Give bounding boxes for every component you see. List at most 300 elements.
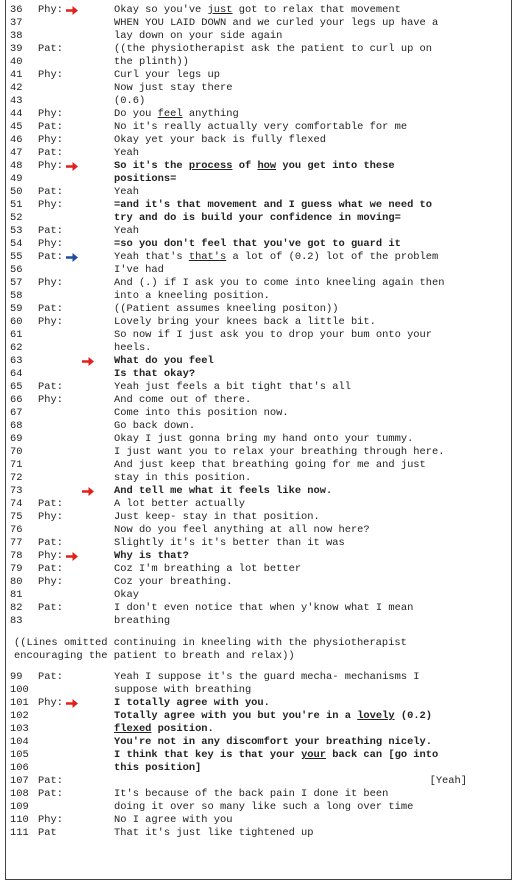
utterance-text	[114, 173, 176, 186]
transcript-line	[6, 801, 511, 814]
utterance-text	[114, 4, 401, 17]
text-segment: Do you	[114, 108, 158, 120]
utterance-text	[114, 342, 151, 355]
transcript-line	[6, 251, 511, 264]
line-number: 42	[10, 82, 23, 94]
speaker-label: Phy:	[38, 277, 63, 289]
speaker-label: Pat:	[38, 775, 63, 787]
utterance-text	[114, 788, 388, 801]
utterance-text	[114, 472, 251, 485]
transcript-line	[6, 95, 511, 108]
utterance-text	[114, 316, 376, 329]
utterance-text	[114, 407, 289, 420]
speaker-label: Pat:	[38, 147, 63, 159]
utterance-text	[114, 498, 245, 511]
line-number: 103	[10, 723, 29, 735]
transcript-line	[6, 43, 511, 56]
speaker-label: Phy:	[38, 576, 63, 588]
omitted-note-line-2: encouraging the patient to breath and relax))	[14, 650, 295, 662]
utterance-text	[114, 30, 282, 43]
text-segment: Curl your legs up	[114, 69, 221, 81]
speaker-label: Pat:	[38, 381, 63, 393]
line-number: 111	[10, 827, 29, 839]
transcript-line	[6, 762, 511, 775]
utterance-text	[114, 576, 232, 589]
transcript-line	[6, 576, 511, 589]
speaker-label: Pat:	[38, 225, 63, 237]
line-number: 52	[10, 212, 23, 224]
line-number: 105	[10, 749, 29, 761]
text-segment: a lot of (0.2) lot of the problem	[226, 251, 439, 263]
utterance-text	[114, 199, 432, 212]
transcript-line	[6, 329, 511, 342]
text-segment: into a kneeling position.	[114, 290, 270, 302]
transcript-line	[6, 671, 511, 684]
transcript-line	[6, 684, 511, 697]
transcript-line	[6, 446, 511, 459]
line-number: 39	[10, 43, 23, 55]
text-segment: And come out of there.	[114, 394, 252, 406]
line-number: 68	[10, 420, 23, 432]
text-segment: What do you feel	[114, 355, 214, 367]
utterance-text	[114, 736, 432, 749]
text-segment: I just want you to relax your breathing through here.	[114, 446, 445, 458]
text-segment: Yeah that's	[114, 251, 189, 263]
speaker-label: Phy:	[38, 134, 63, 146]
utterance-text	[114, 147, 139, 160]
transcript-line	[6, 69, 511, 82]
text-segment: Lovely bring your knees back a little bit.	[114, 316, 376, 328]
transcript-line	[6, 277, 511, 290]
line-number: 37	[10, 17, 23, 29]
transcript-line	[6, 433, 511, 446]
line-number: 62	[10, 342, 23, 354]
utterance-text	[114, 264, 164, 277]
transcript-line	[6, 723, 511, 736]
speaker-label: Pat:	[38, 602, 63, 614]
speaker-label: Pat:	[38, 186, 63, 198]
line-number: 58	[10, 290, 23, 302]
text-segment: ((the physiotherapist ask the patient to curl up on	[114, 43, 433, 55]
text-segment: lovely	[357, 710, 395, 722]
text-segment: =and it's that movement and I guess what we need to	[114, 199, 433, 211]
utterance-text	[114, 615, 170, 628]
speaker-label: Pat:	[38, 671, 63, 683]
text-segment: stay in this position.	[114, 472, 252, 484]
speaker-label: Phy:	[38, 316, 63, 328]
text-segment: how	[257, 160, 277, 172]
utterance-text	[114, 238, 401, 251]
line-number: 66	[10, 394, 23, 406]
line-number: 51	[10, 199, 23, 211]
text-segment: ((Patient assumes kneeling positon))	[114, 303, 339, 315]
utterance-text	[114, 303, 338, 316]
text-segment: Go back down.	[114, 420, 196, 432]
transcript-line	[6, 459, 511, 472]
line-number: 73	[10, 485, 23, 497]
transcript-line	[6, 775, 511, 788]
line-number: 60	[10, 316, 23, 328]
utterance-text	[114, 394, 251, 407]
transcript-line	[6, 381, 511, 394]
text-segment: your	[301, 749, 327, 761]
text-segment: Yeah	[114, 186, 139, 198]
text-segment: And (.) if I ask you to come into kneeling again then	[114, 277, 445, 289]
speaker-label: Pat:	[38, 43, 63, 55]
speaker-label: Phy:	[38, 814, 63, 826]
text-segment: No it's really actually very comfortable for me	[114, 121, 408, 133]
transcript-line	[6, 225, 511, 238]
line-number: 64	[10, 368, 23, 380]
text-segment: Okay so you've	[114, 4, 208, 16]
utterance-text	[114, 550, 189, 563]
arrow-right-icon	[65, 251, 79, 264]
transcript-line	[6, 17, 511, 30]
line-number: 71	[10, 459, 23, 471]
line-number: 40	[10, 56, 23, 68]
line-number: 77	[10, 537, 23, 549]
line-number: 100	[10, 684, 29, 696]
line-number: 107	[10, 775, 29, 787]
line-number: 54	[10, 238, 23, 250]
transcript-line	[6, 108, 511, 121]
line-number: 104	[10, 736, 29, 748]
line-number: 76	[10, 524, 23, 536]
line-number: 101	[10, 697, 29, 709]
line-number: 79	[10, 563, 23, 575]
omitted-lines-note	[14, 637, 503, 663]
utterance-text	[114, 108, 239, 121]
utterance-text	[114, 95, 145, 108]
text-segment: WHEN YOU LAID DOWN and we curled your legs up have a	[114, 17, 439, 29]
transcript-line	[6, 537, 511, 550]
text-segment: Why is that?	[114, 550, 189, 562]
text-segment: feel	[157, 108, 183, 120]
line-number: 50	[10, 186, 23, 198]
text-segment: I've had	[114, 264, 164, 276]
transcript-line	[6, 550, 511, 563]
line-number: 72	[10, 472, 23, 484]
line-number: 81	[10, 589, 23, 601]
text-segment: No I agree with you	[114, 814, 233, 826]
line-number: 48	[10, 160, 23, 172]
speaker-label: Pat:	[38, 251, 63, 263]
text-segment: Is that okay?	[114, 368, 196, 380]
utterance-text	[114, 749, 438, 762]
transcript-line	[6, 749, 511, 762]
transcript-line	[6, 121, 511, 134]
utterance-text	[114, 43, 432, 56]
line-number: 65	[10, 381, 23, 393]
overlap-marker: [Yeah]	[429, 775, 467, 787]
transcript-document	[5, 0, 512, 880]
line-number: 63	[10, 355, 23, 367]
text-segment: You're not in any discomfort your breathing nicely.	[114, 736, 433, 748]
text-segment: Yeah I suppose it's the guard mecha- mechanisms I	[114, 671, 420, 683]
line-number: 44	[10, 108, 23, 120]
utterance-text	[114, 697, 270, 710]
transcript-line	[6, 303, 511, 316]
transcript-block-lines-36-83	[6, 4, 511, 628]
text-segment: just	[207, 4, 233, 16]
transcript-line	[6, 160, 511, 173]
utterance-text	[114, 563, 301, 576]
line-number: 82	[10, 602, 23, 614]
line-number: 74	[10, 498, 23, 510]
text-segment: Okay yet your back is fully flexed	[114, 134, 327, 146]
text-segment: back can [go into	[326, 749, 439, 761]
speaker-label: Pat	[38, 827, 57, 839]
text-segment: breathing	[114, 615, 171, 627]
text-segment: Slightly it's it's better than it was	[114, 537, 345, 549]
text-segment: try and do is build your confidence in moving=	[114, 212, 401, 224]
transcript-line	[6, 602, 511, 615]
utterance-text	[114, 762, 201, 775]
speaker-label: Pat:	[38, 788, 63, 800]
speaker-label: Phy:	[38, 511, 63, 523]
utterance-text	[114, 446, 444, 459]
text-segment: (0.6)	[114, 95, 146, 107]
line-number: 61	[10, 329, 23, 341]
line-number: 83	[10, 615, 23, 627]
utterance-text	[114, 524, 370, 537]
transcript-line	[6, 134, 511, 147]
transcript-line	[6, 615, 511, 628]
line-number: 55	[10, 251, 23, 263]
transcript-line	[6, 420, 511, 433]
line-number: 46	[10, 134, 23, 146]
utterance-text	[114, 329, 432, 342]
text-segment: you get into these	[276, 160, 395, 172]
line-number: 110	[10, 814, 29, 826]
transcript-line	[6, 563, 511, 576]
utterance-text	[114, 160, 395, 173]
transcript-line	[6, 4, 511, 17]
transcript-line	[6, 524, 511, 537]
text-segment: It's because of the back pain I done it been	[114, 788, 389, 800]
text-segment: Just keep- stay in that position.	[114, 511, 320, 523]
utterance-text	[114, 134, 326, 147]
transcript-line	[6, 82, 511, 95]
utterance-text	[114, 368, 195, 381]
line-number: 53	[10, 225, 23, 237]
utterance-text	[114, 485, 332, 498]
line-number: 38	[10, 30, 23, 42]
line-number: 70	[10, 446, 23, 458]
utterance-text	[114, 355, 214, 368]
text-segment: position.	[151, 723, 214, 735]
text-segment: got to relax that movement	[232, 4, 401, 16]
utterance-text	[114, 684, 251, 697]
text-segment: Okay	[114, 589, 139, 601]
speaker-label: Phy:	[38, 697, 63, 709]
transcript-line	[6, 316, 511, 329]
transcript-line	[6, 511, 511, 524]
line-number: 69	[10, 433, 23, 445]
line-number: 80	[10, 576, 23, 588]
line-number: 99	[10, 671, 23, 683]
speaker-label: Pat:	[38, 537, 63, 549]
arrow-right-icon	[81, 485, 95, 498]
text-segment: Yeah	[114, 225, 139, 237]
speaker-label: Pat:	[38, 121, 63, 133]
utterance-text	[114, 827, 314, 840]
line-number: 78	[10, 550, 23, 562]
line-number: 43	[10, 95, 23, 107]
utterance-text	[114, 212, 401, 225]
utterance-text	[114, 381, 351, 394]
transcript-line	[6, 498, 511, 511]
line-number: 108	[10, 788, 29, 800]
transcript-line	[6, 814, 511, 827]
utterance-text	[114, 290, 270, 303]
line-number: 49	[10, 173, 23, 185]
text-segment: of	[232, 160, 258, 172]
text-segment: flexed	[114, 723, 152, 735]
line-number: 56	[10, 264, 23, 276]
transcript-line	[6, 788, 511, 801]
text-segment: So it's the	[114, 160, 189, 172]
utterance-text	[114, 602, 413, 615]
transcript-line	[6, 827, 511, 840]
line-number: 59	[10, 303, 23, 315]
line-number: 109	[10, 801, 29, 813]
text-segment: I totally agree with you.	[114, 697, 270, 709]
line-number: 75	[10, 511, 23, 523]
text-segment: Coz your breathing.	[114, 576, 233, 588]
omitted-note-line-1: ((Lines omitted continuing in kneeling with the physiotherapist	[14, 637, 407, 649]
speaker-label: Phy:	[38, 160, 63, 172]
speaker-label: Phy:	[38, 69, 63, 81]
text-segment: A lot better actually	[114, 498, 245, 510]
arrow-right-icon	[81, 355, 95, 368]
line-number: 47	[10, 147, 23, 159]
utterance-text	[114, 17, 438, 30]
line-number: 57	[10, 277, 23, 289]
arrow-right-icon	[65, 4, 79, 17]
utterance-text	[114, 671, 420, 684]
transcript-line	[6, 264, 511, 277]
transcript-line	[6, 485, 511, 498]
text-segment: So now if I just ask you to drop your bum onto your	[114, 329, 433, 341]
utterance-text	[114, 56, 189, 69]
speaker-label: Phy:	[38, 238, 63, 250]
transcript-line	[6, 147, 511, 160]
utterance-text	[114, 537, 345, 550]
text-segment: And tell me what it feels like now.	[114, 485, 333, 497]
text-segment: Now do you feel anything at all now here?	[114, 524, 370, 536]
text-segment: That it's just like tightened up	[114, 827, 314, 839]
speaker-label: Phy:	[38, 550, 63, 562]
utterance-text	[114, 69, 220, 82]
utterance-text	[114, 420, 195, 433]
text-segment: Now just stay there	[114, 82, 233, 94]
text-segment: Totally agree with you but you're in a	[114, 710, 358, 722]
speaker-label: Phy:	[38, 199, 63, 211]
transcript-line	[6, 199, 511, 212]
utterance-text	[114, 82, 232, 95]
text-segment: that's	[188, 251, 227, 263]
utterance-text	[114, 225, 139, 238]
transcript-block-lines-99-111	[6, 671, 511, 840]
utterance-text	[114, 801, 413, 814]
transcript-line	[6, 736, 511, 749]
text-segment: heels.	[114, 342, 152, 354]
text-segment: lay down on your side again	[114, 30, 283, 42]
line-number: 106	[10, 762, 29, 774]
transcript-line	[6, 290, 511, 303]
transcript-line	[6, 710, 511, 723]
text-segment: the plinth))	[114, 56, 189, 68]
line-number: 41	[10, 69, 23, 81]
text-segment: Okay I just gonna bring my hand onto your tummy.	[114, 433, 414, 445]
utterance-text	[114, 814, 232, 827]
speaker-label: Phy:	[38, 108, 63, 120]
transcript-line	[6, 589, 511, 602]
text-segment: this position]	[114, 762, 202, 774]
text-segment: positions=	[114, 173, 177, 185]
arrow-right-icon	[65, 697, 79, 710]
speaker-label: Pat:	[38, 303, 63, 315]
text-segment: Come into this position now.	[114, 407, 289, 419]
text-segment: doing it over so many like such a long over time	[114, 801, 414, 813]
line-number: 102	[10, 710, 29, 722]
speaker-label: Phy:	[38, 4, 63, 16]
utterance-text	[114, 121, 407, 134]
text-segment: I think that key is that your	[114, 749, 302, 761]
text-segment: anything	[182, 108, 239, 120]
utterance-text	[114, 511, 320, 524]
transcript-line	[6, 173, 511, 186]
transcript-line	[6, 472, 511, 485]
utterance-text	[114, 186, 139, 199]
text-segment: Yeah just feels a bit tight that's all	[114, 381, 351, 393]
transcript-line	[6, 355, 511, 368]
text-segment: And just keep that breathing going for me and just	[114, 459, 426, 471]
utterance-text	[114, 589, 139, 602]
speaker-label: Pat:	[38, 498, 63, 510]
utterance-text	[114, 433, 413, 446]
arrow-right-icon	[65, 160, 79, 173]
text-segment: =so you don't feel that you've got to guard it	[114, 238, 401, 250]
text-segment: suppose with breathing	[114, 684, 252, 696]
transcript-line	[6, 342, 511, 355]
transcript-line	[6, 407, 511, 420]
text-segment: Coz I'm breathing a lot better	[114, 563, 302, 575]
speaker-label: Pat:	[38, 563, 63, 575]
transcript-line	[6, 394, 511, 407]
transcript-line	[6, 186, 511, 199]
transcript-line	[6, 238, 511, 251]
text-segment: Yeah	[114, 147, 139, 159]
utterance-text	[114, 251, 438, 264]
text-segment: I don't even notice that when y'know what I mean	[114, 602, 414, 614]
transcript-line	[6, 30, 511, 43]
arrow-right-icon	[65, 550, 79, 563]
transcript-line	[6, 212, 511, 225]
transcript-line	[6, 56, 511, 69]
speaker-label: Phy:	[38, 394, 63, 406]
transcript-line	[6, 368, 511, 381]
utterance-text	[114, 277, 444, 290]
utterance-text	[114, 459, 426, 472]
text-segment: process	[188, 160, 233, 172]
line-number: 36	[10, 4, 23, 16]
text-segment: (0.2)	[394, 710, 433, 722]
utterance-text	[114, 710, 432, 723]
line-number: 45	[10, 121, 23, 133]
utterance-text	[114, 723, 214, 736]
